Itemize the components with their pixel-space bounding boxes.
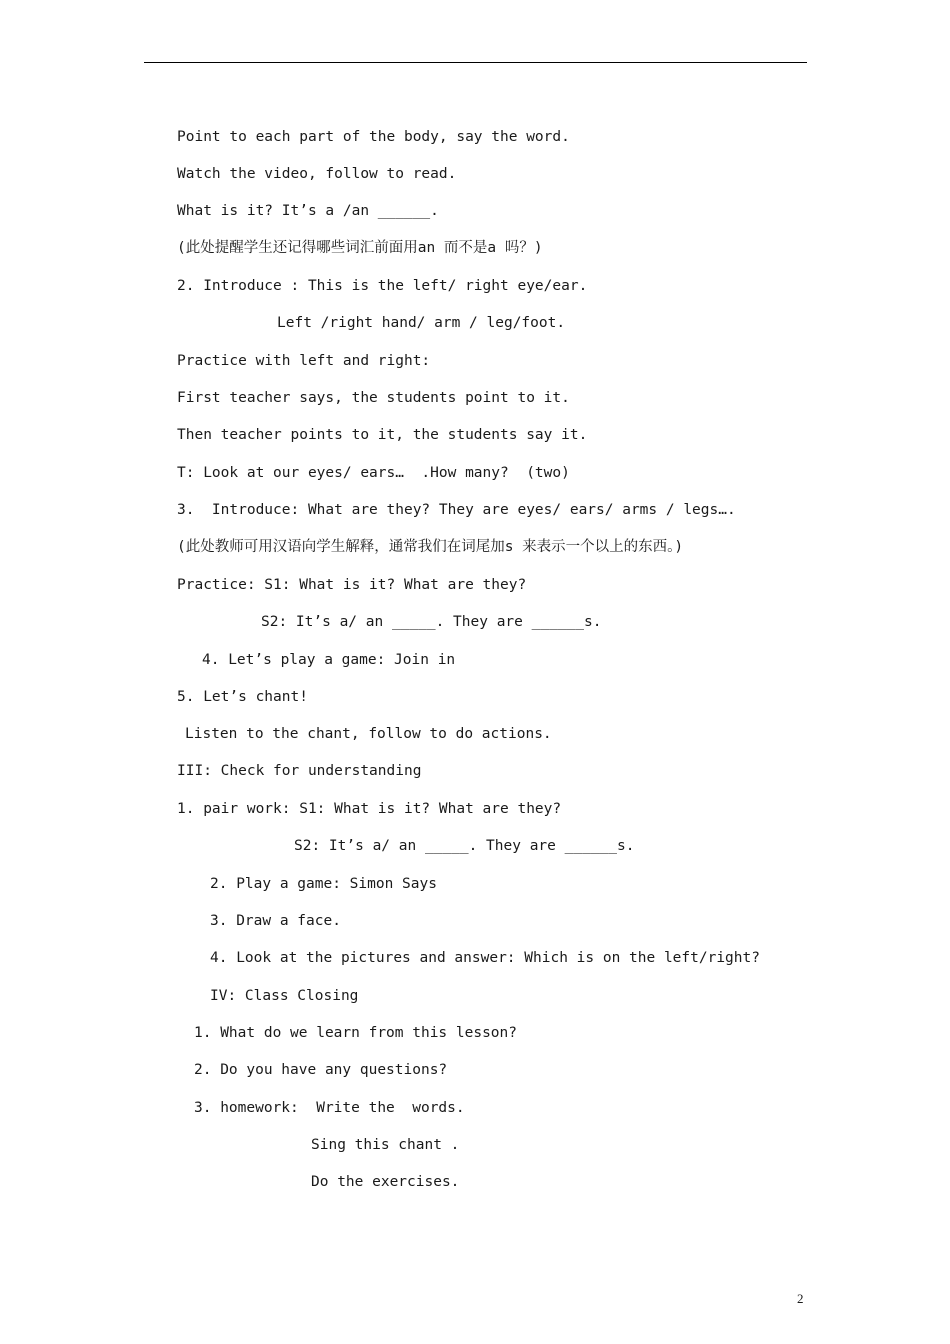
text-line: 3. Draw a face. bbox=[210, 913, 341, 929]
text-line: S2: It’s a/ an _____. They are ______s. bbox=[294, 838, 635, 854]
text-line: 2. Play a game: Simon Says bbox=[210, 876, 437, 892]
text-line: (此处提醒学生还记得哪些词汇前面用an 而不是a 吗？) bbox=[177, 240, 543, 256]
text-line: Listen to the chant, follow to do actions. bbox=[185, 726, 552, 742]
text-line: First teacher says, the students point to it. bbox=[177, 390, 570, 406]
text-line: S2: It’s a/ an _____. They are ______s. bbox=[261, 614, 602, 630]
text-line: Practice: S1: What is it? What are they? bbox=[177, 577, 527, 593]
text-line: 3. Introduce: What are they? They are eyes/ ears/ arms / legs…. bbox=[177, 502, 736, 518]
text-line: Point to each part of the body, say the word. bbox=[177, 129, 570, 145]
text-line: Sing this chant . bbox=[311, 1137, 460, 1153]
text-line: 2. Introduce : This is the left/ right eye/ear. bbox=[177, 278, 588, 294]
text-line: T: Look at our eyes/ ears… .How many? (two) bbox=[177, 465, 570, 481]
text-line: Do the exercises. bbox=[311, 1174, 460, 1190]
text-line: What is it? It’s a /an ______. bbox=[177, 203, 439, 219]
text-line: IV: Class Closing bbox=[210, 988, 359, 1004]
text-line: Practice with left and right: bbox=[177, 353, 431, 369]
text-line: Watch the video, follow to read. bbox=[177, 166, 457, 182]
text-line: Left /right hand/ arm / leg/foot. bbox=[277, 315, 566, 331]
text-line: 4. Look at the pictures and answer: Which is on the left/right? bbox=[210, 950, 760, 966]
text-line: 1. What do we learn from this lesson? bbox=[194, 1025, 518, 1041]
text-line: III: Check for understanding bbox=[177, 763, 422, 779]
text-line: 2. Do you have any questions? bbox=[194, 1062, 448, 1078]
text-line: (此处教师可用汉语向学生解释，通常我们在词尾加s 来表示一个以上的东西。) bbox=[177, 539, 684, 555]
header-rule bbox=[144, 62, 807, 63]
page-number: 2 bbox=[797, 1291, 804, 1306]
text-line: 5. Let’s chant! bbox=[177, 689, 308, 705]
text-line: 1. pair work: S1: What is it? What are they? bbox=[177, 801, 562, 817]
text-line: 4. Let’s play a game: Join in bbox=[202, 652, 456, 668]
text-line: 3. homework: Write the words. bbox=[194, 1100, 465, 1116]
text-line: Then teacher points to it, the students say it. bbox=[177, 427, 588, 443]
